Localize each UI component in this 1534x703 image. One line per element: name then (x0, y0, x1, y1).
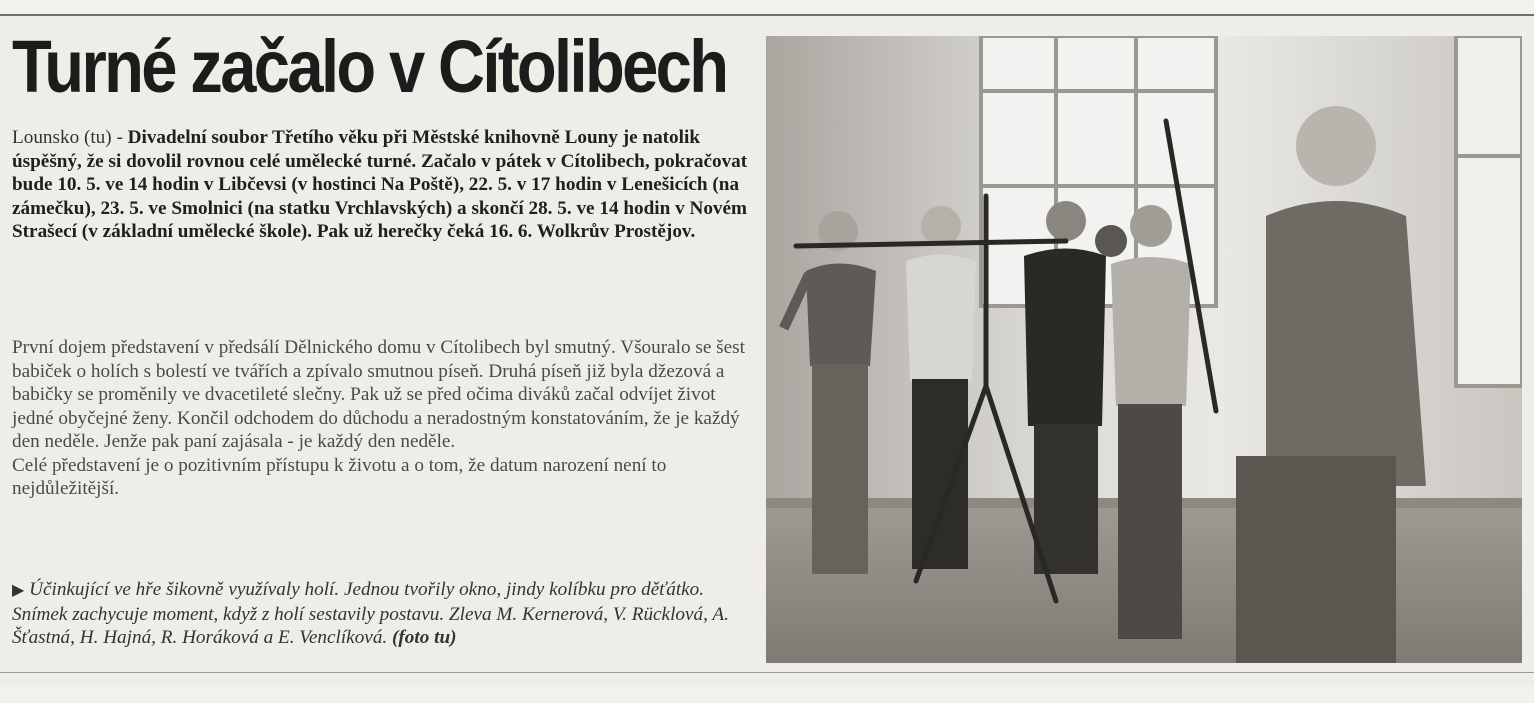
photo-credit: (foto tu) (392, 627, 457, 648)
top-rule (0, 14, 1534, 16)
photo-caption (12, 578, 752, 650)
caption-arrow-icon: ▶ (12, 582, 25, 599)
article-body (12, 336, 752, 501)
bottom-rule (0, 672, 1534, 673)
caption-text: Účinkující ve hře šikovně využívaly holí. Jednou tvořily okno, jindy kolíbku pro děťátko. Snímek zachycuje moment, když z holí sestavily postavu. Zleva M. Kernerová, V. Rücklová, A. Šťastná, H. Hajná, R. Horáková a E. Venclíková. (12, 579, 729, 648)
article-photo (766, 36, 1522, 663)
window (1456, 36, 1522, 386)
photo-illustration (766, 36, 1522, 663)
person (1024, 201, 1106, 574)
lead-paragraph (12, 126, 752, 244)
person (1111, 205, 1191, 639)
lead-text: Divadelní soubor Třetího věku při Městské knihovně Louny je natolik úspěšný, že si dovolil rovnou celé umělecké turné. Začalo v pátek v Cítolibech, pokračovat bude 10. 5. ve 14 hodin v Libčevsi (v hostinci Na Poště), 22. 5. v 17 hodin v Lenešicích (na zámečku), 23. 5. ve Smolnici (na statku Vrchlavských) a skončí 28. 5. ve 14 hodin v Novém Strašecí (v základní umělecké škole). Pak už herečky čeká 16. 6. Wolkrův Prostějov. (12, 127, 748, 242)
headline: Turné začalo v Cítolibech (12, 25, 727, 108)
body-paragraph-2: Celé představení je o pozitivním přístupu k životu a o tom, že datum narození není to nejdůležitější. (12, 454, 667, 499)
lead-prefix: Lounsko (tu) - (12, 127, 128, 148)
person (1095, 225, 1127, 257)
body-paragraph-1: První dojem představení v předsálí Dělnického domu v Cítolibech byl smutný. Všouralo se šest babiček o holích s bolestí ve tvářích a zpívalo smutnou píseň. Druhá píseň již byla džezová a babičky se proměnily ve dvacetileté slečny. Pak už se před očima diváků začal odvíjet život jedné obyčejné ženy. Končil odchodem do důchodu a neradostným konstatováním, že je každý den neděle. Jenže pak paní zajásala - je každý den neděle. (12, 337, 745, 452)
